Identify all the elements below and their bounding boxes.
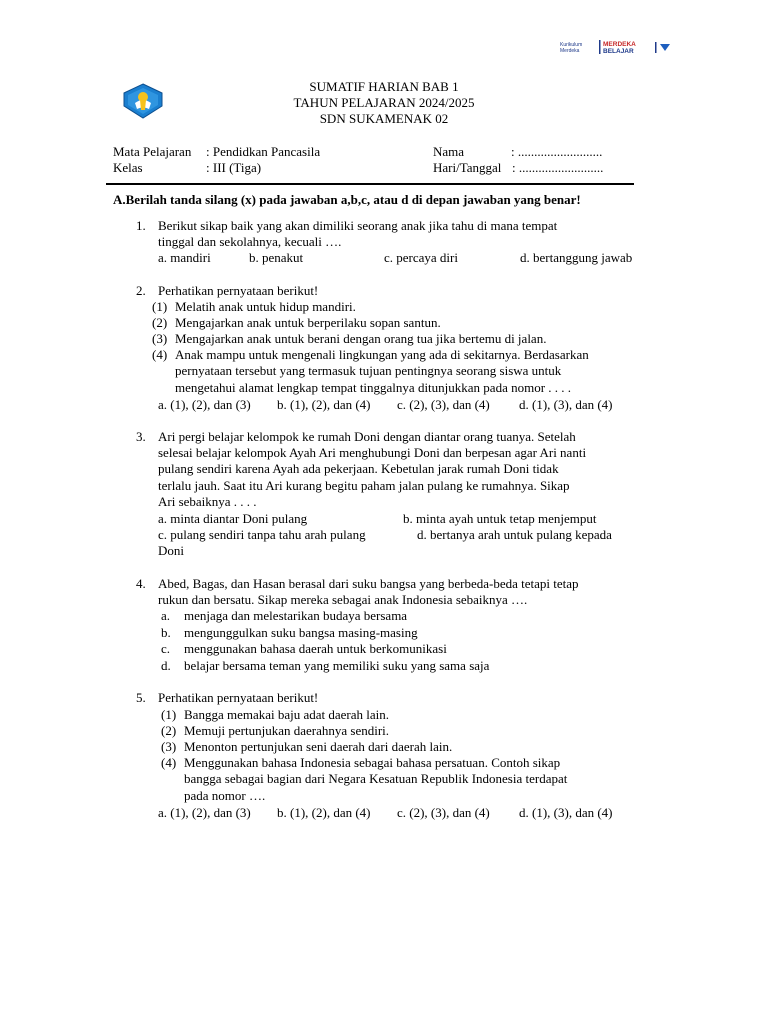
q4-option-d-letter: d. bbox=[161, 658, 171, 673]
q3-option-b: b. minta ayah untuk tetap menjemput bbox=[403, 511, 597, 526]
q4-number: 4. bbox=[136, 576, 146, 591]
q5-statement-1-number: (1) bbox=[161, 707, 177, 722]
q5-statement-4-line2: bangga sebagai bagian dari Negara Kesatuan Republik Indonesia terdapat bbox=[184, 771, 568, 786]
q4-option-c: menggunakan bahasa daerah untuk berkomunikasi bbox=[184, 641, 447, 656]
nama-label: Nama bbox=[433, 144, 465, 159]
title-tahun-pelajaran: TAHUN PELAJARAN 2024/2025 bbox=[293, 95, 475, 110]
q5-option-d: d. (1), (3), dan (4) bbox=[519, 805, 613, 820]
merdeka-small-text: Merdeka bbox=[560, 48, 580, 54]
tut-wuri-handayani-logo bbox=[122, 83, 164, 119]
q5-option-a: a. (1), (2), dan (3) bbox=[158, 805, 251, 820]
q1-text-line2: tinggal dan sekolahnya, kecuali …. bbox=[158, 234, 342, 249]
q1-option-a: a. mandiri bbox=[158, 250, 211, 265]
q4-option-d: belajar bersama teman yang memiliki suku yang sama saja bbox=[184, 658, 490, 673]
q2-statement-2: Mengajarkan anak untuk berperilaku sopan santun. bbox=[175, 315, 441, 330]
kurikulum-text: Kurikulum bbox=[560, 42, 583, 48]
q3-number: 3. bbox=[136, 429, 146, 444]
q4-option-a: menjaga dan melestarikan budaya bersama bbox=[184, 608, 408, 623]
q5-number: 5. bbox=[136, 690, 146, 705]
q4-text-line1: Abed, Bagas, dan Hasan berasal dari suku bangsa yang berbeda-beda tetapi tetap bbox=[158, 576, 579, 591]
q2-statement-4-line2: pernyataan tersebut yang termasuk tujuan pentingnya seorang siswa untuk bbox=[175, 363, 562, 378]
section-a-instruction: A.Berilah tanda silang (x) pada jawaban a,b,c, atau d di depan jawaban yang benar! bbox=[113, 192, 581, 207]
q2-statement-3-number: (3) bbox=[152, 331, 168, 346]
hari-tanggal-label: Hari/Tanggal bbox=[433, 160, 502, 175]
q5-statement-4-line1: Menggunakan bahasa Indonesia sebagai bahasa persatuan. Contoh sikap bbox=[184, 755, 561, 770]
q1-option-d: d. bertanggung jawab bbox=[520, 250, 633, 265]
q2-option-b: b. (1), (2), dan (4) bbox=[277, 397, 371, 412]
merdeka-text: MERDEKA bbox=[603, 41, 636, 48]
kemendikbud-mark-icon bbox=[660, 44, 670, 51]
q3-option-c: c. pulang sendiri tanpa tahu arah pulang bbox=[158, 527, 366, 542]
q5-statement-3: Menonton pertunjukan seni daerah dari daerah lain. bbox=[184, 739, 453, 754]
q2-intro: Perhatikan pernyataan berikut! bbox=[158, 283, 319, 298]
q3-option-d-line1: d. bertanya arah untuk pulang kepada bbox=[417, 527, 612, 542]
q2-option-a: a. (1), (2), dan (3) bbox=[158, 397, 251, 412]
kelas-label: Kelas bbox=[113, 160, 143, 175]
mapel-value: : Pendidkan Pancasila bbox=[206, 144, 321, 159]
q1-number: 1. bbox=[136, 218, 146, 233]
q5-statement-4-line3: pada nomor …. bbox=[184, 788, 266, 803]
q5-statement-4-number: (4) bbox=[161, 755, 177, 770]
q5-statement-2: Memuji pertunjukan daerahnya sendiri. bbox=[184, 723, 390, 738]
q3-text-line3: pulang sendiri karena Ayah ada pekerjaan. Kebetulan jarak rumah Doni tidak bbox=[158, 461, 559, 476]
q5-statement-1: Bangga memakai baju adat daerah lain. bbox=[184, 707, 390, 722]
header-divider bbox=[106, 183, 634, 185]
q4-option-a-letter: a. bbox=[161, 608, 171, 623]
q1-text-line1: Berikut sikap baik yang akan dimiliki seorang anak jika tahu di mana tempat bbox=[158, 218, 558, 233]
q3-option-a: a. minta diantar Doni pulang bbox=[158, 511, 308, 526]
q5-statement-2-number: (2) bbox=[161, 723, 177, 738]
q4-option-b: mengunggulkan suku bangsa masing-masing bbox=[184, 625, 418, 640]
q2-statement-1-number: (1) bbox=[152, 299, 168, 314]
q5-intro: Perhatikan pernyataan berikut! bbox=[158, 690, 319, 705]
kurikulum-merdeka-logo bbox=[560, 40, 672, 54]
title-school: SDN SUKAMENAK 02 bbox=[319, 111, 449, 126]
q3-text-line1: Ari pergi belajar kelompok ke rumah Doni dengan diantar orang tuanya. Setelah bbox=[158, 429, 576, 444]
q3-text-line4: terlalu jauh. Saat itu Ari kurang begitu paham jalan pulang ke rumahnya. Sikap bbox=[158, 478, 570, 493]
q2-option-d: d. (1), (3), dan (4) bbox=[519, 397, 613, 412]
q3-text-line2: selesai belajar kelompok Ayah Ari menghubungi Doni dan berpesan agar Ari nanti bbox=[158, 445, 587, 460]
hari-tanggal-field: : .......................... bbox=[512, 160, 604, 175]
q2-option-c: c. (2), (3), dan (4) bbox=[397, 397, 490, 412]
q5-option-b: b. (1), (2), dan (4) bbox=[277, 805, 371, 820]
q2-statement-1: Melatih anak untuk hidup mandiri. bbox=[175, 299, 356, 314]
q4-option-c-letter: c. bbox=[161, 641, 171, 656]
q2-statement-4-line1: Anak mampu untuk mengenali lingkungan yang ada di sekitarnya. Berdasarkan bbox=[175, 347, 589, 362]
belajar-text: BELAJAR bbox=[603, 48, 634, 54]
q3-text-line5: Ari sebaiknya . . . . bbox=[158, 494, 257, 509]
q5-statement-3-number: (3) bbox=[161, 739, 177, 754]
q2-statement-2-number: (2) bbox=[152, 315, 168, 330]
q3-option-d-line2: Doni bbox=[158, 543, 184, 558]
q5-option-c: c. (2), (3), dan (4) bbox=[397, 805, 490, 820]
q2-statement-4-line3: mengetahui alamat lengkap tempat tinggalnya ditunjukkan pada nomor . . . . bbox=[175, 380, 572, 395]
nama-field: : .......................... bbox=[511, 144, 603, 159]
q2-statement-4-number: (4) bbox=[152, 347, 168, 362]
q2-number: 2. bbox=[136, 283, 146, 298]
q4-text-line2: rukun dan bersatu. Sikap mereka sebagai anak Indonesia sebaiknya …. bbox=[158, 592, 528, 607]
q2-statement-3: Mengajarkan anak untuk berani dengan orang tua jika bertemu di jalan. bbox=[175, 331, 547, 346]
q1-option-b: b. penakut bbox=[249, 250, 304, 265]
q4-option-b-letter: b. bbox=[161, 625, 171, 640]
q1-option-c: c. percaya diri bbox=[384, 250, 458, 265]
title-sumatif: SUMATIF HARIAN BAB 1 bbox=[309, 79, 459, 94]
kelas-value: : III (Tiga) bbox=[206, 160, 262, 175]
mapel-label: Mata Pelajaran bbox=[113, 144, 192, 159]
